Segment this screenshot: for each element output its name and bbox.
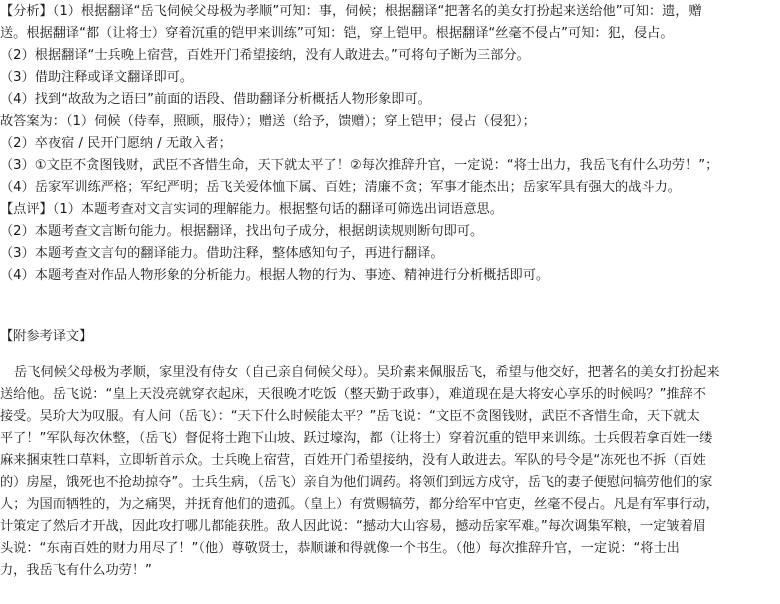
translation-line: 头说：“东南百姓的财力用尽了！”（他）尊敬贤士，恭顺谦和得就像一个书生。（他）每次推辞升官，一定说：“将士出 bbox=[0, 541, 680, 556]
answer-line: 故答案为：（1）伺候（侍奉，照顾，服侍）；赠送（给予，馈赠）；穿上铠甲；侵占（侵犯）； bbox=[0, 114, 536, 129]
analysis-line: （2）根据翻译“士兵晚上宿营，百姓开门希望接纳，没有人敢进去。”可将句子断为三部分。 bbox=[0, 48, 530, 63]
comment-line: （4）本题考查对作品人物形象的分析能力。根据人物的行为、事迹、精神进行分析概括即可。 bbox=[0, 268, 550, 283]
comment-line: （2）本题考查文言断句能力。根据翻译，找出句子成分，根据朗读规则断句即可。 bbox=[0, 224, 484, 239]
translation-line: 人；为国而牺牲的，为之痛哭，并抚育他们的遗孤。（皇上）有赏赐犒劳，都分给军中官吏，丝毫不侵占。凡是有军事行动， bbox=[0, 497, 719, 512]
answer-line: （3）①文臣不贪图钱财，武臣不吝惜生命，天下就太平了！②每次推辞升官，一定说：“将士出力，我岳飞有什么功劳！”； bbox=[0, 158, 719, 173]
translation-line: 岳飞伺候父母极为孝顺，家里没有侍女（自己亲自伺候父母）。吴玠素来佩服岳飞，希望与他交好，把著名的美女打扮起来 bbox=[14, 365, 720, 380]
translation-line: 麻来捆束牲口草料，立即斩首示众。士兵晚上宿营，百姓开门希望接纳，没有人敢进去。军队的号令是“冻死也不拆（百姓 bbox=[0, 453, 706, 468]
answer-line: （4）岳家军训练严格；军纪严明；岳飞关爱体恤下属、百姓；清廉不贪；军事才能杰出；岳家军具有强大的战斗力。 bbox=[0, 180, 681, 195]
comment-line: 【点评】（1）本题考查对文言实词的理解能力。根据整句话的翻译可筛选出词语意思。 bbox=[0, 202, 503, 217]
translation-line: 计策定了然后才开战，因此攻打哪儿都能获胜。敌人因此说：“撼动大山容易，撼动岳家军难。”每次调集军粮，一定皱着眉 bbox=[0, 519, 706, 534]
analysis-line: 送。根据翻译“都（让将士）穿着沉重的铠甲来训练”可知：铠，穿上铠甲。根据翻译“丝毫不侵占”可知：犯，侵占。 bbox=[0, 26, 674, 41]
translation-heading: 【附参考译文】 bbox=[0, 329, 93, 344]
translation-line: 的）房屋，饿死也不抢劫掠夺”。士兵生病，（岳飞）亲自为他们调药。将领们到远方戍守，岳飞的妻子便慰问犒劳他们的家 bbox=[0, 475, 713, 490]
translation-line: 送给他。岳飞说：“皇上天没亮就穿衣起床，天很晚才吃饭（整天勤于政事），难道现在是大将安心享乐的时候吗？”推辞不 bbox=[0, 387, 706, 402]
analysis-line: （3）借助注释或译文翻译即可。 bbox=[0, 70, 194, 85]
analysis-line: （4）找到“故敌为之语曰”前面的语段、借助翻译分析概括人物形象即可。 bbox=[0, 92, 431, 107]
comment-line: （3）本题考查文言句的翻译能力。借助注释，整体感知句子，再进行翻译。 bbox=[0, 246, 444, 261]
analysis-line: 【分析】（1）根据翻译“岳飞伺候父母极为孝顺”可知：事，伺候；根据翻译“把著名的美女打扮起来送给他”可知：遗，赠 bbox=[0, 4, 702, 19]
answer-line: （2）卒夜宿 / 民开门愿纳 / 无敢入者； bbox=[0, 136, 232, 151]
translation-line: 力，我岳飞有什么功劳！” bbox=[0, 563, 152, 578]
translation-line: 平了！”军队每次休整，（岳飞）督促将士跑下山坡、跃过壕沟，都（让将士）穿着沉重的铠甲来训练。士兵假若拿百姓一缕 bbox=[0, 431, 713, 446]
translation-line: 接受。吴玠大为叹服。有人问（岳飞）：“天下什么时候能太平？”岳飞说：“文臣不贪图钱财，武臣不吝惜生命，天下就太 bbox=[0, 409, 700, 424]
